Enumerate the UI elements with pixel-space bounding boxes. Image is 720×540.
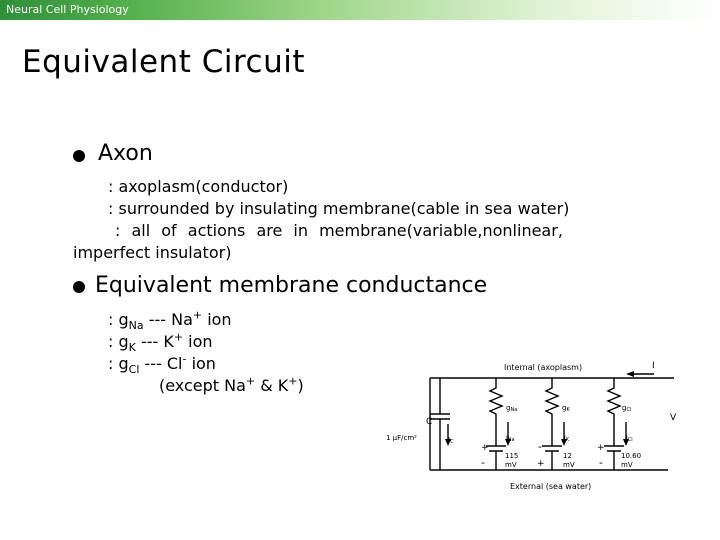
axon-heading: Axon	[98, 141, 153, 166]
gk-line	[108, 330, 213, 355]
emf-cl-unit: mV	[621, 461, 633, 469]
minus-sign: -	[599, 456, 603, 469]
axon-line-3: : all of actions are in membrane(variable,nonlinear,	[115, 221, 563, 240]
minus-sign: -	[481, 456, 485, 469]
except-b: & K	[255, 376, 289, 395]
gna-sub: Na	[128, 319, 144, 333]
emf-na: 115	[505, 452, 519, 460]
emf-k: 12	[563, 452, 572, 460]
emf-na-unit: mV	[505, 461, 517, 469]
external-label: External (sea water)	[510, 482, 592, 491]
gk-sub: K	[128, 341, 136, 355]
branch-na	[486, 378, 506, 470]
slide-title: Equivalent Circuit	[22, 44, 305, 80]
conductance-heading: Equivalent membrane conductance	[95, 273, 488, 298]
header-bar	[0, 0, 720, 20]
gcl-prefix: : g	[108, 354, 129, 373]
plus-sign: +	[481, 443, 489, 453]
capacitor	[430, 378, 450, 470]
gcl-line	[108, 352, 216, 377]
axon-line-1: : axoplasm(conductor)	[108, 177, 289, 196]
course-label: Neural Cell Physiology	[6, 3, 129, 16]
gcl-circuit-label: gCl	[622, 404, 632, 413]
gna-dash: --- Na	[143, 310, 193, 329]
cap-label: C	[426, 417, 433, 427]
plus-sign: +	[597, 443, 605, 453]
equivalent-circuit-diagram	[378, 358, 678, 498]
arrowhead-icon	[626, 371, 634, 377]
icl-label: ICl	[626, 435, 633, 443]
gcl-ion: ion	[186, 354, 216, 373]
emf-k-unit: mV	[563, 461, 575, 469]
branch-k	[542, 378, 562, 470]
except-a: (except Na	[159, 376, 246, 395]
gcl-sup: -	[182, 352, 187, 366]
except-sup-2: +	[288, 374, 298, 388]
gk-circuit-label: gK	[562, 404, 570, 413]
minus-sign: -	[538, 440, 542, 453]
gna-ion: ion	[202, 310, 232, 329]
internal-label: Internal (axoplasm)	[504, 363, 583, 372]
axon-line-4: imperfect insulator)	[73, 243, 232, 262]
plus-sign: +	[537, 459, 545, 469]
gk-sup: +	[173, 330, 184, 344]
vm-label: V	[670, 413, 677, 423]
gna-circuit-label: gNa	[506, 404, 518, 413]
current-label: I	[652, 361, 655, 371]
gk-ion: ion	[183, 332, 213, 351]
gcl-dash: --- Cl	[139, 354, 183, 373]
gk-prefix: : g	[108, 332, 129, 351]
gna-sup: +	[192, 308, 203, 322]
bullet-icon	[73, 150, 85, 162]
axon-line-2: : surrounded by insulating membrane(cable in sea water)	[108, 199, 570, 218]
except-line	[159, 376, 304, 395]
bullet-icon	[73, 281, 85, 293]
gna-line	[108, 308, 232, 333]
gk-dash: --- K	[135, 332, 174, 351]
ina-label: INa	[506, 435, 515, 443]
gcl-sub: Cl	[128, 363, 140, 377]
ik-label: IK	[564, 435, 570, 443]
ic-label: IC	[448, 436, 454, 445]
cap-value: 1 μF/cm²	[386, 434, 417, 442]
except-sup-1: +	[245, 374, 256, 388]
except-c: )	[297, 376, 304, 395]
emf-cl: 10.60	[621, 452, 642, 460]
gna-prefix: : g	[108, 310, 129, 329]
